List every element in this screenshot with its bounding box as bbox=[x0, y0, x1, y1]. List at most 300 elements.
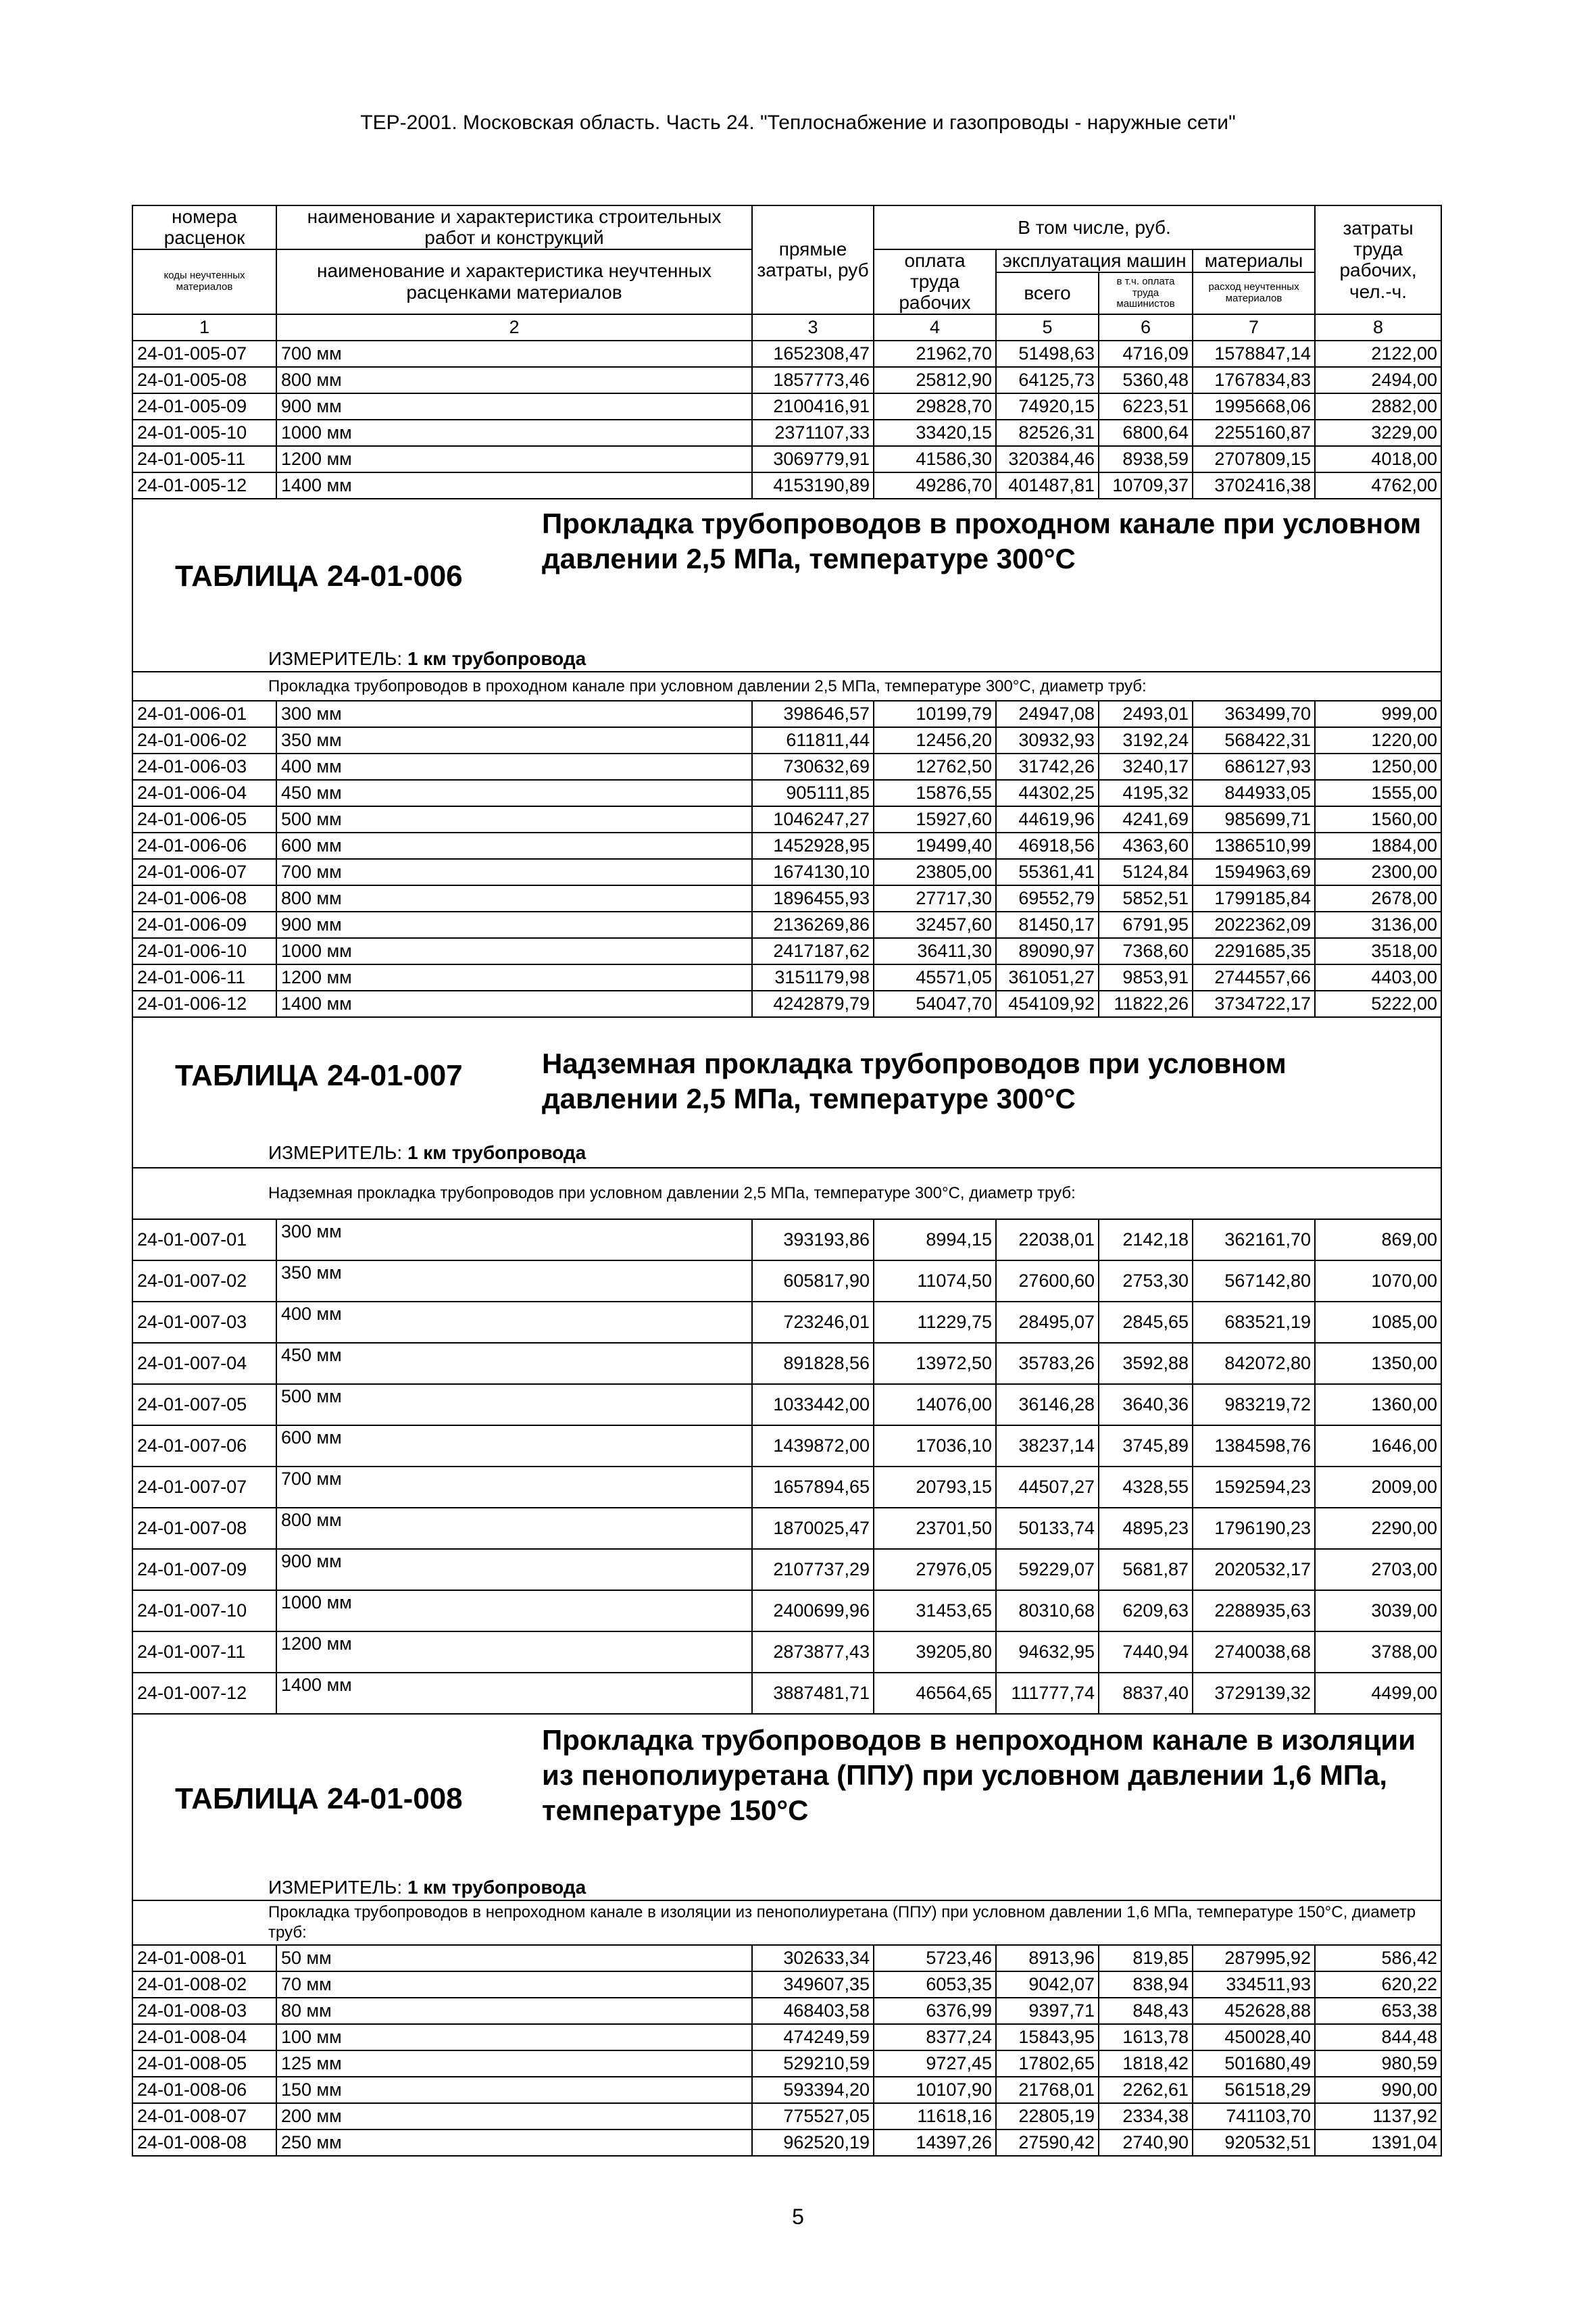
cost-value: 30932,93 bbox=[996, 727, 1099, 754]
rate-code: 24-01-006-08 bbox=[132, 885, 276, 912]
cost-value: 723246,01 bbox=[752, 1302, 874, 1343]
table-row bbox=[132, 1260, 1441, 1302]
cost-value: 2371107,33 bbox=[752, 420, 874, 446]
cost-value: 990,00 bbox=[1315, 2077, 1441, 2103]
cost-value: 89090,97 bbox=[996, 938, 1099, 964]
cost-value: 3887481,71 bbox=[752, 1673, 874, 1714]
cost-value: 15927,60 bbox=[874, 806, 996, 833]
cost-value: 23701,50 bbox=[874, 1508, 996, 1549]
pipe-diameter: 500 мм bbox=[276, 806, 752, 833]
rate-code: 24-01-008-01 bbox=[132, 1945, 276, 1971]
cost-value: 620,22 bbox=[1315, 1971, 1441, 1998]
cost-value: 1652308,47 bbox=[752, 341, 874, 367]
cost-value: 32457,60 bbox=[874, 912, 996, 938]
col-number: 5 bbox=[996, 314, 1099, 341]
cost-value: 1384598,76 bbox=[1193, 1425, 1315, 1467]
cost-value: 1070,00 bbox=[1315, 1260, 1441, 1302]
cost-value: 905111,85 bbox=[752, 780, 874, 806]
table-row bbox=[132, 1673, 1441, 1714]
cost-value: 6376,99 bbox=[874, 1998, 996, 2024]
col-name-subheader: наименование и характеристика неучтенных расценками материалов bbox=[276, 249, 752, 314]
cost-value: 593394,20 bbox=[752, 2077, 874, 2103]
cost-value: 349607,35 bbox=[752, 1971, 874, 1998]
cost-value: 2142,18 bbox=[1099, 1219, 1193, 1260]
cost-value: 4499,00 bbox=[1315, 1673, 1441, 1714]
cost-value: 9727,45 bbox=[874, 2050, 996, 2077]
cost-value: 3592,88 bbox=[1099, 1343, 1193, 1384]
cost-value: 31742,26 bbox=[996, 754, 1099, 780]
cost-value: 1646,00 bbox=[1315, 1425, 1441, 1467]
table-24-01-006-rows bbox=[132, 701, 1441, 1017]
measure-value: 1 км трубопровода bbox=[407, 1876, 587, 1898]
table-code: ТАБЛИЦА 24-01-008 bbox=[175, 1781, 463, 1815]
cost-value: 10107,90 bbox=[874, 2077, 996, 2103]
cost-value: 7440,94 bbox=[1099, 1631, 1193, 1673]
cost-value: 869,00 bbox=[1315, 1219, 1441, 1260]
pipe-diameter: 1000 мм bbox=[276, 938, 752, 964]
cost-value: 3734722,17 bbox=[1193, 991, 1315, 1017]
cost-value: 1857773,46 bbox=[752, 367, 874, 393]
cost-value: 450028,40 bbox=[1193, 2024, 1315, 2050]
table-24-01-008-rows bbox=[132, 1945, 1441, 2156]
cost-value: 844,48 bbox=[1315, 2024, 1441, 2050]
table-row bbox=[132, 1631, 1441, 1673]
cost-value: 3136,00 bbox=[1315, 912, 1441, 938]
col-mach-incl-header: в т.ч. оплата труда машинистов bbox=[1099, 272, 1193, 314]
table-row bbox=[132, 991, 1441, 1017]
cost-value: 2020532,17 bbox=[1193, 1549, 1315, 1590]
rate-code: 24-01-008-08 bbox=[132, 2130, 276, 2156]
pipe-diameter: 1400 мм bbox=[276, 991, 752, 1017]
pipe-diameter: 450 мм bbox=[276, 1343, 752, 1384]
cost-value: 2417187,62 bbox=[752, 938, 874, 964]
cost-value: 741103,70 bbox=[1193, 2103, 1315, 2130]
cost-value: 4153190,89 bbox=[752, 472, 874, 499]
cost-value: 5681,87 bbox=[1099, 1549, 1193, 1590]
col-labor-header: затраты труда рабочих, чел.-ч. bbox=[1315, 205, 1441, 314]
cost-value: 50133,74 bbox=[996, 1508, 1099, 1549]
cost-value: 22805,19 bbox=[996, 2103, 1099, 2130]
table-row bbox=[132, 2130, 1441, 2156]
cost-value: 1896455,93 bbox=[752, 885, 874, 912]
cost-value: 1137,92 bbox=[1315, 2103, 1441, 2130]
pipe-diameter: 900 мм bbox=[276, 1549, 752, 1590]
measure-unit bbox=[133, 1141, 1441, 1166]
col-code-header: номера расценок bbox=[132, 205, 276, 249]
cost-value: 44619,96 bbox=[996, 806, 1099, 833]
table-row bbox=[132, 1425, 1441, 1467]
rates-table bbox=[132, 205, 1442, 2157]
cost-value: 1592594,23 bbox=[1193, 1467, 1315, 1508]
cost-value: 44507,27 bbox=[996, 1467, 1099, 1508]
cost-value: 842072,80 bbox=[1193, 1343, 1315, 1384]
cost-value: 9042,07 bbox=[996, 1971, 1099, 1998]
cost-value: 401487,81 bbox=[996, 472, 1099, 499]
cost-value: 1995668,06 bbox=[1193, 393, 1315, 420]
cost-value: 1085,00 bbox=[1315, 1302, 1441, 1343]
pipe-diameter: 600 мм bbox=[276, 833, 752, 859]
cost-value: 69552,79 bbox=[996, 885, 1099, 912]
measure-unit bbox=[133, 647, 1441, 671]
cost-value: 11618,16 bbox=[874, 2103, 996, 2130]
cost-value: 2753,30 bbox=[1099, 1260, 1193, 1302]
rate-code: 24-01-006-04 bbox=[132, 780, 276, 806]
cost-value: 17802,65 bbox=[996, 2050, 1099, 2077]
cost-value: 1594963,69 bbox=[1193, 859, 1315, 885]
page-number: 5 bbox=[792, 2205, 804, 2229]
cost-value: 28495,07 bbox=[996, 1302, 1099, 1343]
cost-value: 1391,04 bbox=[1315, 2130, 1441, 2156]
cost-value: 80310,68 bbox=[996, 1590, 1099, 1631]
cost-value: 8938,59 bbox=[1099, 446, 1193, 472]
cost-value: 2255160,87 bbox=[1193, 420, 1315, 446]
rate-code: 24-01-005-11 bbox=[132, 446, 276, 472]
cost-value: 5222,00 bbox=[1315, 991, 1441, 1017]
table-row bbox=[132, 859, 1441, 885]
rate-code: 24-01-008-06 bbox=[132, 2077, 276, 2103]
cost-value: 36411,30 bbox=[874, 938, 996, 964]
cost-value: 46918,56 bbox=[996, 833, 1099, 859]
table-row bbox=[132, 2077, 1441, 2103]
cost-value: 81450,17 bbox=[996, 912, 1099, 938]
pipe-diameter: 700 мм bbox=[276, 341, 752, 367]
rate-code: 24-01-005-12 bbox=[132, 472, 276, 499]
pipe-diameter: 700 мм bbox=[276, 1467, 752, 1508]
cost-value: 1657894,65 bbox=[752, 1467, 874, 1508]
cost-value: 683521,19 bbox=[1193, 1302, 1315, 1343]
cost-value: 36146,28 bbox=[996, 1384, 1099, 1425]
cost-value: 11822,26 bbox=[1099, 991, 1193, 1017]
cost-value: 2009,00 bbox=[1315, 1467, 1441, 1508]
section-24-01-007 bbox=[132, 1017, 1441, 1218]
cost-value: 4195,32 bbox=[1099, 780, 1193, 806]
cost-value: 3788,00 bbox=[1315, 1631, 1441, 1673]
cost-value: 891828,56 bbox=[752, 1343, 874, 1384]
cost-value: 27590,42 bbox=[996, 2130, 1099, 2156]
cost-value: 334511,93 bbox=[1193, 1971, 1315, 1998]
cost-value: 64125,73 bbox=[996, 367, 1099, 393]
col-direct-header: прямые затраты, руб bbox=[752, 205, 874, 314]
table-row bbox=[132, 1998, 1441, 2024]
measure-label: ИЗМЕРИТЕЛЬ: bbox=[268, 1142, 403, 1164]
cost-value: 568422,31 bbox=[1193, 727, 1315, 754]
cost-value: 2400699,96 bbox=[752, 1590, 874, 1631]
table-row bbox=[132, 806, 1441, 833]
cost-value: 21962,70 bbox=[874, 341, 996, 367]
cost-value: 1386510,99 bbox=[1193, 833, 1315, 859]
cost-value: 5723,46 bbox=[874, 1945, 996, 1971]
cost-value: 838,94 bbox=[1099, 1971, 1193, 1998]
cost-value: 362161,70 bbox=[1193, 1219, 1315, 1260]
table-row bbox=[132, 446, 1441, 472]
rate-code: 24-01-008-05 bbox=[132, 2050, 276, 2077]
cost-value: 9397,71 bbox=[996, 1998, 1099, 2024]
cost-value: 15843,95 bbox=[996, 2024, 1099, 2050]
cost-value: 2136269,86 bbox=[752, 912, 874, 938]
cost-value: 983219,72 bbox=[1193, 1384, 1315, 1425]
col-number: 8 bbox=[1315, 314, 1441, 341]
cost-value: 4403,00 bbox=[1315, 964, 1441, 991]
table-row bbox=[132, 912, 1441, 938]
table-row bbox=[132, 833, 1441, 859]
cost-value: 611811,44 bbox=[752, 727, 874, 754]
cost-value: 14076,00 bbox=[874, 1384, 996, 1425]
cost-value: 848,43 bbox=[1099, 1998, 1193, 2024]
cost-value: 27717,30 bbox=[874, 885, 996, 912]
table-24-01-007-rows bbox=[132, 1219, 1441, 1714]
cost-value: 10199,79 bbox=[874, 701, 996, 727]
cost-value: 1220,00 bbox=[1315, 727, 1441, 754]
col-name-header: наименование и характеристика строительных работ и конструкций bbox=[276, 205, 752, 249]
cost-value: 1439872,00 bbox=[752, 1425, 874, 1467]
cost-value: 13972,50 bbox=[874, 1343, 996, 1384]
table-row bbox=[132, 754, 1441, 780]
cost-value: 2744557,66 bbox=[1193, 964, 1315, 991]
cost-value: 8913,96 bbox=[996, 1945, 1099, 1971]
cost-value: 21768,01 bbox=[996, 2077, 1099, 2103]
cost-value: 2262,61 bbox=[1099, 2077, 1193, 2103]
rate-code: 24-01-007-05 bbox=[132, 1384, 276, 1425]
table-row bbox=[132, 420, 1441, 446]
cost-value: 320384,46 bbox=[996, 446, 1099, 472]
cost-value: 19499,40 bbox=[874, 833, 996, 859]
cost-value: 4328,55 bbox=[1099, 1467, 1193, 1508]
cost-value: 844933,05 bbox=[1193, 780, 1315, 806]
pipe-diameter: 1000 мм bbox=[276, 1590, 752, 1631]
rate-code: 24-01-008-03 bbox=[132, 1998, 276, 2024]
measure-label: ИЗМЕРИТЕЛЬ: bbox=[268, 647, 403, 669]
cost-value: 775527,05 bbox=[752, 2103, 874, 2130]
cost-value: 12762,50 bbox=[874, 754, 996, 780]
pipe-diameter: 1200 мм bbox=[276, 446, 752, 472]
cost-value: 2494,00 bbox=[1315, 367, 1441, 393]
cost-value: 1046247,27 bbox=[752, 806, 874, 833]
measure-label: ИЗМЕРИТЕЛЬ: bbox=[268, 1876, 403, 1898]
cost-value: 20793,15 bbox=[874, 1467, 996, 1508]
table-row bbox=[132, 2024, 1441, 2050]
table-title: Прокладка трубопроводов в непроходном канале в изоляции из пенополиуретана (ППУ) при условном давлении 1,6 МПа, температуре 150°С bbox=[542, 1723, 1416, 1826]
rate-code: 24-01-006-12 bbox=[132, 991, 276, 1017]
col-number: 2 bbox=[276, 314, 752, 341]
rate-code: 24-01-006-03 bbox=[132, 754, 276, 780]
table-row bbox=[132, 1590, 1441, 1631]
rate-code: 24-01-005-08 bbox=[132, 367, 276, 393]
cost-value: 5124,84 bbox=[1099, 859, 1193, 885]
cost-value: 4363,60 bbox=[1099, 833, 1193, 859]
table-row bbox=[132, 472, 1441, 499]
pipe-diameter: 800 мм bbox=[276, 367, 752, 393]
pipe-diameter: 400 мм bbox=[276, 754, 752, 780]
cost-value: 17036,10 bbox=[874, 1425, 996, 1467]
cost-value: 398646,57 bbox=[752, 701, 874, 727]
cost-value: 529210,59 bbox=[752, 2050, 874, 2077]
cost-value: 25812,90 bbox=[874, 367, 996, 393]
cost-value: 3745,89 bbox=[1099, 1425, 1193, 1467]
cost-value: 3702416,38 bbox=[1193, 472, 1315, 499]
cost-value: 1799185,84 bbox=[1193, 885, 1315, 912]
cost-value: 6223,51 bbox=[1099, 393, 1193, 420]
col-wages-header: оплата труда рабочих bbox=[874, 249, 996, 314]
cost-value: 3069779,91 bbox=[752, 446, 874, 472]
rate-code: 24-01-006-09 bbox=[132, 912, 276, 938]
cost-value: 730632,69 bbox=[752, 754, 874, 780]
cost-value: 920532,51 bbox=[1193, 2130, 1315, 2156]
cost-value: 49286,70 bbox=[874, 472, 996, 499]
table-row bbox=[132, 727, 1441, 754]
cost-value: 3518,00 bbox=[1315, 938, 1441, 964]
cost-value: 980,59 bbox=[1315, 2050, 1441, 2077]
rate-code: 24-01-005-07 bbox=[132, 341, 276, 367]
cost-value: 2291685,35 bbox=[1193, 938, 1315, 964]
cost-value: 12456,20 bbox=[874, 727, 996, 754]
table-description: Надземная прокладка трубопроводов при условном давлении 2,5 МПа, температуре 300°С, диаметр труб: bbox=[132, 1168, 1441, 1219]
pipe-diameter: 700 мм bbox=[276, 859, 752, 885]
measure-value: 1 км трубопровода bbox=[407, 1142, 587, 1164]
cost-value: 6800,64 bbox=[1099, 420, 1193, 446]
table-row bbox=[132, 1467, 1441, 1508]
cost-value: 74920,15 bbox=[996, 393, 1099, 420]
rate-code: 24-01-007-04 bbox=[132, 1343, 276, 1384]
cost-value: 1452928,95 bbox=[752, 833, 874, 859]
cost-value: 8837,40 bbox=[1099, 1673, 1193, 1714]
rate-code: 24-01-006-02 bbox=[132, 727, 276, 754]
cost-value: 10709,37 bbox=[1099, 472, 1193, 499]
pipe-diameter: 200 мм bbox=[276, 2103, 752, 2130]
pipe-diameter: 300 мм bbox=[276, 1219, 752, 1260]
cost-value: 3151179,98 bbox=[752, 964, 874, 991]
cost-value: 51498,63 bbox=[996, 341, 1099, 367]
cost-value: 468403,58 bbox=[752, 1998, 874, 2024]
rate-code: 24-01-007-03 bbox=[132, 1302, 276, 1343]
cost-value: 2022362,09 bbox=[1193, 912, 1315, 938]
table-header bbox=[132, 205, 1441, 341]
cost-value: 1250,00 bbox=[1315, 754, 1441, 780]
cost-value: 5360,48 bbox=[1099, 367, 1193, 393]
pipe-diameter: 300 мм bbox=[276, 701, 752, 727]
table-row bbox=[132, 2103, 1441, 2130]
rate-code: 24-01-008-07 bbox=[132, 2103, 276, 2130]
cost-value: 561518,29 bbox=[1193, 2077, 1315, 2103]
table-title: Надземная прокладка трубопроводов при условном давлении 2,5 МПа, температуре 300°С bbox=[542, 1048, 1287, 1115]
cost-value: 3640,36 bbox=[1099, 1384, 1193, 1425]
pipe-diameter: 1400 мм bbox=[276, 1673, 752, 1714]
cost-value: 45571,05 bbox=[874, 964, 996, 991]
cost-value: 3240,17 bbox=[1099, 754, 1193, 780]
cost-value: 393193,86 bbox=[752, 1219, 874, 1260]
cost-value: 2100416,91 bbox=[752, 393, 874, 420]
cost-value: 1674130,10 bbox=[752, 859, 874, 885]
section-24-01-008 bbox=[132, 1714, 1441, 1945]
col-number: 4 bbox=[874, 314, 996, 341]
pipe-diameter: 1200 мм bbox=[276, 964, 752, 991]
cost-value: 14397,26 bbox=[874, 2130, 996, 2156]
cost-value: 1818,42 bbox=[1099, 2050, 1193, 2077]
cost-value: 2873877,43 bbox=[752, 1631, 874, 1673]
cost-value: 1613,78 bbox=[1099, 2024, 1193, 2050]
rate-code: 24-01-005-09 bbox=[132, 393, 276, 420]
pipe-diameter: 450 мм bbox=[276, 780, 752, 806]
cost-value: 2107737,29 bbox=[752, 1549, 874, 1590]
cost-value: 962520,19 bbox=[752, 2130, 874, 2156]
cost-value: 2703,00 bbox=[1315, 1549, 1441, 1590]
col-number: 1 bbox=[132, 314, 276, 341]
pipe-diameter: 600 мм bbox=[276, 1425, 752, 1467]
table-row bbox=[132, 1549, 1441, 1590]
table-row bbox=[132, 938, 1441, 964]
cost-value: 33420,15 bbox=[874, 420, 996, 446]
col-materials-header: материалы bbox=[1193, 249, 1315, 272]
pipe-diameter: 1400 мм bbox=[276, 472, 752, 499]
page-header: ТЕР-2001. Московская область. Часть 24. "Теплоснабжение и газопроводы - наружные сети" bbox=[360, 112, 1236, 134]
cost-value: 23805,00 bbox=[874, 859, 996, 885]
cost-value: 361051,27 bbox=[996, 964, 1099, 991]
cost-value: 686127,93 bbox=[1193, 754, 1315, 780]
cost-value: 1796190,23 bbox=[1193, 1508, 1315, 1549]
cost-value: 3039,00 bbox=[1315, 1590, 1441, 1631]
cost-value: 2707809,15 bbox=[1193, 446, 1315, 472]
pipe-diameter: 100 мм bbox=[276, 2024, 752, 2050]
table-24-01-005-rows bbox=[132, 341, 1441, 499]
pipe-diameter: 1000 мм bbox=[276, 420, 752, 446]
cost-value: 302633,34 bbox=[752, 1945, 874, 1971]
cost-value: 59229,07 bbox=[996, 1549, 1099, 1590]
table-row bbox=[132, 1945, 1441, 1971]
cost-value: 8994,15 bbox=[874, 1219, 996, 1260]
cost-value: 1033442,00 bbox=[752, 1384, 874, 1425]
table-row bbox=[132, 1219, 1441, 1260]
rate-code: 24-01-006-07 bbox=[132, 859, 276, 885]
cost-value: 2678,00 bbox=[1315, 885, 1441, 912]
pipe-diameter: 80 мм bbox=[276, 1998, 752, 2024]
col-machines-header: эксплуатация машин bbox=[996, 249, 1193, 272]
cost-value: 653,38 bbox=[1315, 1998, 1441, 2024]
pipe-diameter: 50 мм bbox=[276, 1945, 752, 1971]
table-row bbox=[132, 1971, 1441, 1998]
pipe-diameter: 800 мм bbox=[276, 885, 752, 912]
cost-value: 1555,00 bbox=[1315, 780, 1441, 806]
cost-value: 501680,49 bbox=[1193, 2050, 1315, 2077]
table-row bbox=[132, 780, 1441, 806]
cost-value: 2493,01 bbox=[1099, 701, 1193, 727]
table-title: Прокладка трубопроводов в проходном канале при условном давлении 2,5 МПа, температуре 300°С bbox=[542, 507, 1422, 574]
cost-value: 82526,31 bbox=[996, 420, 1099, 446]
cost-value: 4895,23 bbox=[1099, 1508, 1193, 1549]
cost-value: 819,85 bbox=[1099, 1945, 1193, 1971]
rate-code: 24-01-007-08 bbox=[132, 1508, 276, 1549]
cost-value: 38237,14 bbox=[996, 1425, 1099, 1467]
col-mat-sub-header: расход неучтенных материалов bbox=[1193, 272, 1315, 314]
col-number: 7 bbox=[1193, 314, 1315, 341]
section-24-01-006 bbox=[132, 499, 1441, 701]
cost-value: 27976,05 bbox=[874, 1549, 996, 1590]
pipe-diameter: 125 мм bbox=[276, 2050, 752, 2077]
rate-code: 24-01-005-10 bbox=[132, 420, 276, 446]
cost-value: 4762,00 bbox=[1315, 472, 1441, 499]
cost-value: 35783,26 bbox=[996, 1343, 1099, 1384]
cost-value: 94632,95 bbox=[996, 1631, 1099, 1673]
table-row bbox=[132, 2050, 1441, 2077]
cost-value: 54047,70 bbox=[874, 991, 996, 1017]
table-row bbox=[132, 964, 1441, 991]
cost-value: 22038,01 bbox=[996, 1219, 1099, 1260]
table-description: Прокладка трубопроводов в проходном канале при условном давлении 2,5 МПа, температуре 300°С, диаметр труб: bbox=[132, 672, 1441, 701]
cost-value: 27600,60 bbox=[996, 1260, 1099, 1302]
pipe-diameter: 150 мм bbox=[276, 2077, 752, 2103]
cost-value: 55361,41 bbox=[996, 859, 1099, 885]
cost-value: 1560,00 bbox=[1315, 806, 1441, 833]
table-row bbox=[132, 393, 1441, 420]
col-mach-total-header: всего bbox=[996, 272, 1099, 314]
